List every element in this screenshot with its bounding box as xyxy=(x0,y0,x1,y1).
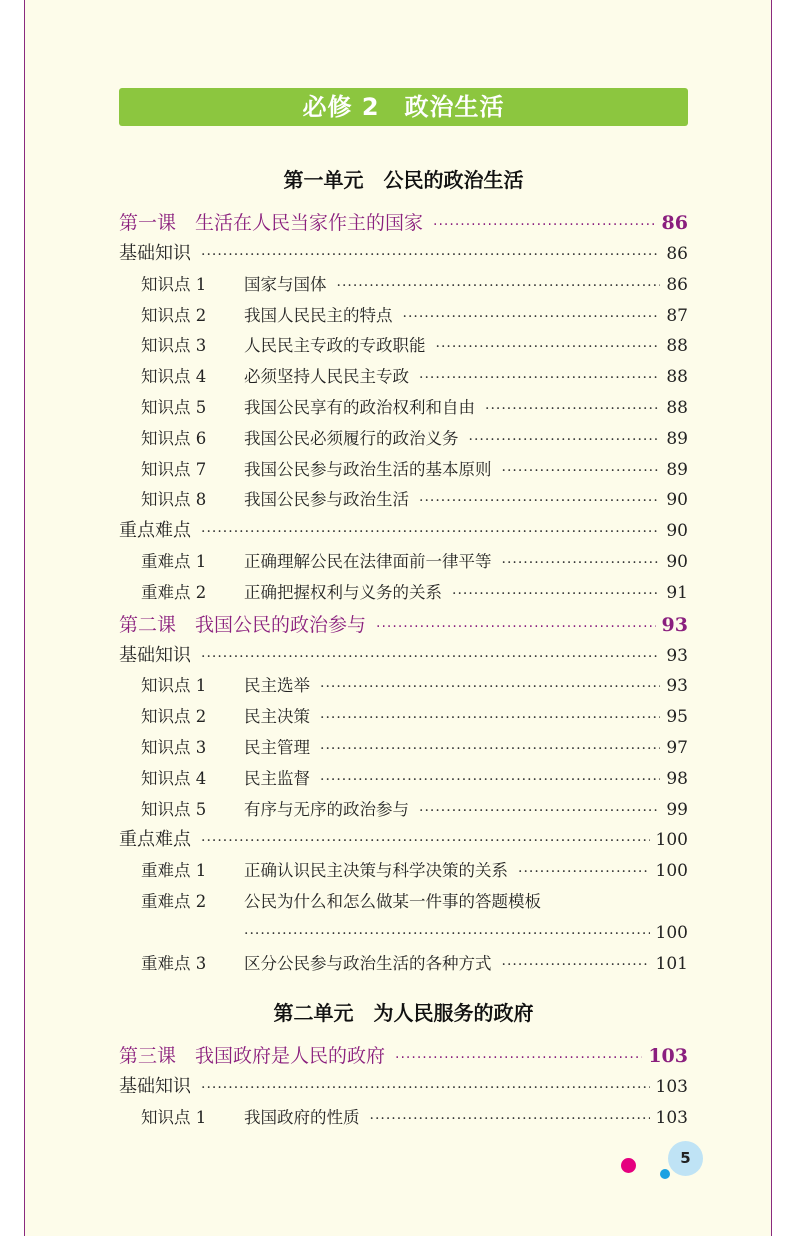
entry-number: 知识点 2 xyxy=(141,707,207,727)
toc-item-entry xyxy=(119,270,688,301)
dot-leader xyxy=(337,271,661,302)
entry-number: 重难点 2 xyxy=(141,582,207,602)
dot-leader xyxy=(403,302,661,333)
entry-title: 重点难点 xyxy=(119,520,191,542)
entry-page-number: 97 xyxy=(666,737,688,758)
entry-title: 我国公民参与政治生活的基本原则 xyxy=(244,459,492,479)
toc-unit-2 xyxy=(119,1040,688,1134)
entry-title: 我国政府的性质 xyxy=(244,1107,360,1127)
entry-number: 知识点 1 xyxy=(141,274,207,294)
entry-title: 第三课 我国政府是人民的政府 xyxy=(119,1045,386,1067)
entry-title: 重点难点 xyxy=(119,829,191,851)
toc-section-entry xyxy=(119,641,688,672)
entry-page-number: 98 xyxy=(666,768,688,789)
dot-leader xyxy=(469,425,661,456)
dot-leader xyxy=(320,703,660,734)
entry-title: 第一课 生活在人民当家作主的国家 xyxy=(119,212,424,234)
entry-number: 知识点 4 xyxy=(141,768,207,788)
dot-leader xyxy=(419,363,660,394)
dot-leader xyxy=(518,857,650,888)
entry-page-number: 89 xyxy=(666,459,688,480)
toc-unit-1 xyxy=(119,207,688,979)
entry-title: 民主监督 xyxy=(244,768,310,788)
entry-page-number: 90 xyxy=(666,490,688,511)
entry-page-number: 95 xyxy=(666,707,688,728)
dot-leader xyxy=(376,611,656,643)
entry-title: 我国公民参与政治生活 xyxy=(244,490,409,510)
entry-page-number: 100 xyxy=(655,830,688,851)
dot-leader xyxy=(395,1042,642,1074)
dot-leader xyxy=(419,486,660,517)
toc-item-entry xyxy=(119,578,688,609)
toc-item-entry xyxy=(119,949,688,980)
dot-leader xyxy=(502,950,650,981)
entry-title: 基础知识 xyxy=(119,1076,191,1097)
entry-page-number: 90 xyxy=(666,551,688,572)
toc-item-entry xyxy=(119,393,688,424)
entry-title: 我国人民民主的特点 xyxy=(244,305,393,325)
decor-pink-dot xyxy=(621,1158,636,1173)
entry-title: 公民为什么和怎么做某一件事的答题模板 xyxy=(244,891,541,911)
entry-number: 知识点 1 xyxy=(141,1107,207,1127)
toc-item-entry xyxy=(119,795,688,826)
dot-leader xyxy=(201,1073,650,1104)
entry-number: 重难点 1 xyxy=(141,551,207,571)
dot-leader xyxy=(201,826,650,857)
entry-title: 基础知识 xyxy=(119,243,191,264)
entry-title: 国家与国体 xyxy=(244,274,327,294)
entry-title: 基础知识 xyxy=(119,644,191,666)
dot-leader xyxy=(320,765,660,796)
toc-lesson-entry xyxy=(119,207,688,239)
entry-title: 正确把握权利与义务的关系 xyxy=(244,582,442,602)
entry-number: 重难点 1 xyxy=(141,861,207,881)
dot-leader xyxy=(419,796,660,827)
entry-title: 民主管理 xyxy=(244,737,310,757)
toc-section-entry xyxy=(119,825,688,856)
entry-page-number: 103 xyxy=(655,1107,688,1128)
entry-number: 知识点 1 xyxy=(141,676,207,696)
toc-item-entry xyxy=(119,547,688,578)
entry-number: 知识点 3 xyxy=(141,336,207,356)
unit-heading-2: 第二单元 为人民服务的政府 xyxy=(273,1001,534,1025)
entry-page-number: 90 xyxy=(666,521,688,542)
page-number: 5 xyxy=(668,1141,703,1176)
entry-page-number: 93 xyxy=(666,676,688,697)
entry-page-number: 100 xyxy=(655,922,688,943)
entry-title: 区分公民参与政治生活的各种方式 xyxy=(244,953,492,973)
entry-number: 重难点 2 xyxy=(141,891,207,911)
toc-item-entry xyxy=(119,485,688,516)
entry-page-number: 88 xyxy=(666,336,688,357)
entry-page-number: 88 xyxy=(666,367,688,388)
dot-leader xyxy=(244,919,650,950)
toc-lesson-entry xyxy=(119,609,688,641)
entry-page-number: 101 xyxy=(655,953,688,974)
entry-page-number: 100 xyxy=(655,861,688,882)
entry-title: 民主选举 xyxy=(244,676,310,696)
dot-leader xyxy=(201,642,660,673)
entry-page-number: 91 xyxy=(666,582,688,603)
dot-leader xyxy=(502,456,661,487)
toc-item-entry xyxy=(119,887,688,918)
unit-heading-1: 第一单元 公民的政治生活 xyxy=(283,168,524,192)
entry-number: 知识点 4 xyxy=(141,367,207,387)
dot-leader xyxy=(433,209,656,241)
entry-title: 第二课 我国公民的政治参与 xyxy=(119,613,367,636)
entry-title: 我国公民享有的政治权利和自由 xyxy=(244,397,475,417)
entry-page-number: 103 xyxy=(655,1077,688,1097)
entry-title: 必须坚持人民民主专政 xyxy=(244,367,409,387)
toc-section-entry xyxy=(119,1072,688,1103)
entry-number: 重难点 3 xyxy=(141,953,207,973)
dot-leader xyxy=(320,734,660,765)
toc-item-entry xyxy=(119,362,688,393)
entry-title: 正确理解公民在法律面前一律平等 xyxy=(244,551,492,571)
entry-number: 知识点 5 xyxy=(141,397,207,417)
entry-page-number: 89 xyxy=(666,428,688,449)
entry-page-number: 88 xyxy=(666,397,688,418)
toc-item-entry xyxy=(119,671,688,702)
toc-section-entry xyxy=(119,239,688,270)
entry-title: 有序与无序的政治参与 xyxy=(244,799,409,819)
entry-number: 知识点 3 xyxy=(141,737,207,757)
decor-blue-dot xyxy=(660,1169,670,1179)
dot-leader xyxy=(436,332,661,363)
entry-title: 人民民主专政的专政职能 xyxy=(244,336,426,356)
entry-title: 正确认识民主决策与科学决策的关系 xyxy=(244,861,508,881)
entry-page-number: 87 xyxy=(666,305,688,326)
entry-page-number: 86 xyxy=(666,274,688,295)
entry-title: 民主决策 xyxy=(244,707,310,727)
entry-number: 知识点 7 xyxy=(141,459,207,479)
dot-leader xyxy=(320,672,660,703)
entry-number: 知识点 2 xyxy=(141,305,207,325)
dot-leader xyxy=(485,394,660,425)
toc-item-entry xyxy=(119,918,688,949)
module-banner: 必修 2 政治生活 xyxy=(119,88,688,126)
toc-item-entry xyxy=(119,301,688,332)
entry-page-number: 99 xyxy=(666,799,688,820)
entry-page-number: 93 xyxy=(666,645,688,666)
entry-number: 知识点 8 xyxy=(141,490,207,510)
dot-leader xyxy=(502,548,661,579)
toc-item-entry xyxy=(119,856,688,887)
entry-page-number: 103 xyxy=(648,1045,688,1067)
toc-item-entry xyxy=(119,455,688,486)
dot-leader xyxy=(452,579,660,610)
entry-number: 知识点 6 xyxy=(141,428,207,448)
toc-item-entry xyxy=(119,424,688,455)
dot-leader xyxy=(370,1104,650,1135)
toc-item-entry xyxy=(119,733,688,764)
toc-item-entry xyxy=(119,702,688,733)
entry-page-number: 86 xyxy=(666,244,688,264)
toc-item-entry xyxy=(119,764,688,795)
toc-lesson-entry xyxy=(119,1040,688,1072)
entry-number: 知识点 5 xyxy=(141,799,207,819)
dot-leader xyxy=(201,240,660,271)
toc-item-entry xyxy=(119,331,688,362)
entry-page-number: 86 xyxy=(661,212,688,234)
entry-title: 我国公民必须履行的政治义务 xyxy=(244,428,459,448)
dot-leader xyxy=(201,517,660,548)
entry-page-number: 93 xyxy=(661,613,688,636)
toc-item-entry xyxy=(119,1103,688,1134)
toc-section-entry xyxy=(119,516,688,547)
